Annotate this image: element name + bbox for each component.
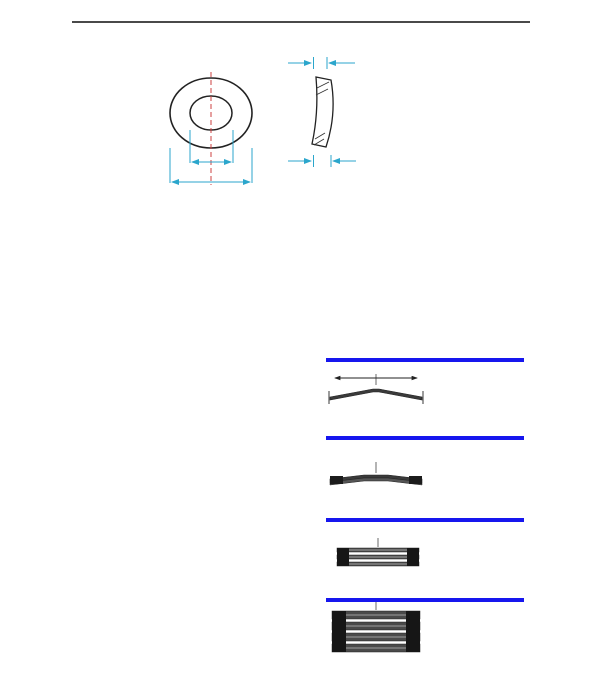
double-parallel-disc-icon [326,462,426,488]
section-divider [326,518,524,522]
header-rule [72,21,530,23]
section-divider [326,436,524,440]
section-divider [326,358,524,362]
disc-side-view [312,77,333,147]
feature-item [155,265,161,280]
feature-item [140,319,146,334]
figure1-diagram [60,44,540,196]
characteristic-curves-chart [60,360,288,670]
double-four-series-disc-icon [326,602,426,658]
load-displacement-minichart [430,458,536,514]
disc-front-view [170,72,252,185]
feature-item [155,229,161,244]
load-displacement-minichart [432,540,538,596]
single-disc-icon [326,373,426,407]
feature-item [155,247,161,262]
feature-item [140,301,146,316]
load-displacement-minichart [428,371,534,427]
load-displacement-minichart [432,602,538,658]
four-series-disc-icon [332,538,424,574]
